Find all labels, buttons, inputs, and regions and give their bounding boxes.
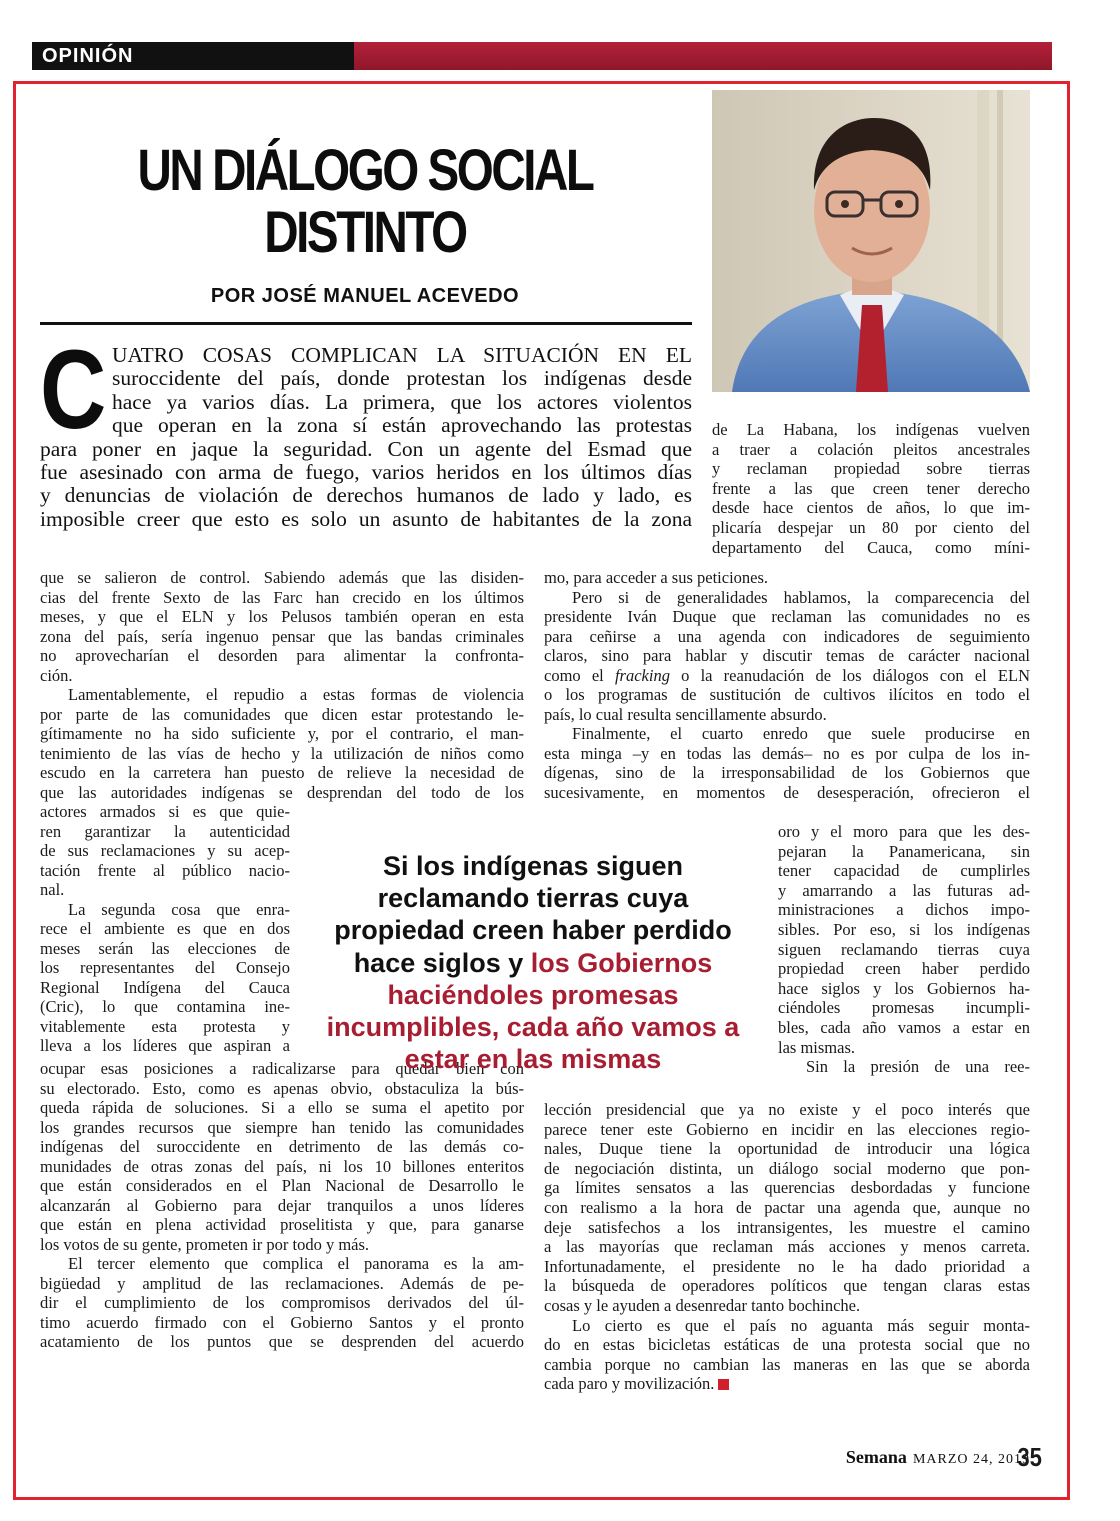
body-line: de La Habana, los indígenas vuelven (712, 420, 1030, 439)
body-line: para ceñirse a una agenda con indicadores de seguimiento (544, 626, 1030, 646)
body-line: o los programas de sustitución de cultivos ilícitos en todo el (544, 685, 1030, 704)
body-line: cada paro y movilización. (544, 1374, 1030, 1394)
body-line: (Cric), lo que contamina ine- (40, 997, 290, 1016)
byline: POR JOSÉ MANUEL ACEVEDO (210, 285, 520, 307)
body-line: ciéndoles promesas incumpli- (778, 998, 1030, 1018)
title-rule (40, 322, 692, 325)
body-line: oro y el moro para que les des- (778, 822, 1030, 841)
page-footer (846, 1447, 1030, 1468)
pull-quote-highlight: haciéndoles promesas (387, 979, 679, 1010)
article-title (99, 140, 632, 264)
body-line: do en estas bicicletas estáticas de una protesta social que no (544, 1335, 1030, 1355)
body-line: Lamentablemente, el repudio a estas formas de violencia (68, 685, 524, 704)
body-line: que están en plena actividad proselitista y que, para ganarse (40, 1215, 524, 1234)
author-photo (712, 90, 1030, 392)
body-line: lleva a los líderes que aspiran a (40, 1036, 290, 1055)
body-line: Lo cierto es que el país no aguanta más seguir monta- (572, 1315, 1030, 1335)
body-line: nal. (40, 880, 65, 899)
body-line: por parte de las comunidades que dicen estar protestando le- (40, 704, 524, 724)
lead-line: para poner en jaque la seguridad. Con un agente del Esmad que (40, 436, 692, 461)
body-line: dígenas, sino de la irresponsabilidad de los Gobiernos que (544, 763, 1030, 782)
body-line: dir el cumplimiento de los compromisos derivados del úl- (40, 1293, 524, 1312)
drop-cap: C (40, 327, 107, 452)
body-line: los votos de su gente, prometen ir por todo y más. (40, 1234, 370, 1254)
pull-quote-highlight: estar en las mismas (404, 1044, 662, 1075)
body-line: El tercer elemento que complica el panorama es la am- (68, 1254, 524, 1273)
body-line: tener capacidad de cumplirles (778, 861, 1030, 881)
body-line: gítimamente no ha sido suficiente y, por el contrario, el man- (40, 724, 524, 743)
body-line: como el fracking o la reanudación de los diálogos con el ELN (544, 665, 1030, 685)
body-line: con realismo a la hora de pactar una agenda que, aunque no (544, 1198, 1030, 1217)
body-line: actores armados si es que quie- (40, 802, 290, 821)
body-line: país, lo cual resulta sencillamente absurdo. (544, 704, 827, 724)
end-mark-icon (718, 1379, 729, 1390)
body-line: esta minga –y en todas las demás– no es por culpa de los in- (544, 743, 1030, 763)
body-line: escudo en la carretera han puesto de relieve la necesidad de (40, 763, 524, 782)
lead-line: imposible creer que esto es solo un asunto de habitantes de la zona (40, 506, 692, 531)
pull-quote-line: Si los indígenas siguen (382, 851, 684, 881)
body-line: a las mayorías que reclaman más acciones y menos carreta. (544, 1237, 1030, 1257)
body-line: ocupar esas posiciones a radicalizarse para quedar bien con (40, 1059, 524, 1078)
body-line: su electorado. Esto, como es apenas obvio, obstaculiza la bús- (40, 1078, 524, 1098)
body-line: meses, y que el ELN y los Pelusos también operan en esta (40, 607, 524, 626)
body-line: La segunda cosa que enra- (68, 899, 290, 919)
page-number: 35 (1017, 1442, 1042, 1472)
body-line: ren garantizar la autenticidad (40, 821, 290, 841)
body-line: y reclaman propiedad sobre tierras (712, 459, 1030, 479)
section-label: OPINIÓN (42, 45, 134, 67)
body-line: alcanzarán al Gobierno para dejar tranquilos a unos líderes (40, 1195, 524, 1215)
body-line: ción. (40, 665, 73, 685)
magazine-name: Semana (845, 1447, 907, 1467)
body-line: sucesivamente, en momentos de desesperación, ofrecieron el (544, 782, 1030, 802)
body-line: a traer a colación pleitos ancestrales (712, 439, 1030, 459)
pull-quote (318, 850, 748, 1075)
body-line: deje satisfechos a los intransigentes, les muestre el camino (544, 1217, 1030, 1237)
body-line: munidades de otras zonas del país, ni los 10 billones enteritos (40, 1156, 524, 1176)
body-line: Sin la presión de una ree- (806, 1057, 1030, 1077)
body-line: hace siglos y los Gobiernos ha- (778, 978, 1030, 998)
lead-line: fue asesinado con arma de fuego, varios heridos en los últimos días (40, 460, 692, 484)
body-line: rece el ambiente es que en dos (40, 919, 290, 938)
issue-date: MARZO 24, 2019 (912, 1452, 1030, 1467)
body-line: timo acuerdo firmado con el Gobierno Santos y el pronto (40, 1312, 524, 1332)
pull-quote-fragment: hace siglos y (353, 947, 531, 978)
body-line: indígenas del suroccidente en detrimento de las demás co- (40, 1137, 524, 1156)
body-line: departamento del Cauca, como míni- (712, 537, 1030, 557)
body-line: cosas y le ayuden a desenredar tanto bochinche. (544, 1296, 861, 1315)
lead-line: hace ya varios días. La primera, que los actores violentos (112, 389, 692, 414)
body-line: cias del frente Sexto de las Farc han crecido en los últimos (40, 587, 524, 607)
body-line: frente a las que creen tener derecho (712, 478, 1030, 498)
pull-quote-highlight: incumplibles, cada año vamos a (326, 1012, 740, 1043)
body-line: vitablemente esta protesta y (40, 1016, 290, 1036)
body-line: tenimiento de las vías de hecho y la utilización de niños como (40, 743, 524, 763)
body-line: Finalmente, el cuarto enredo que suele producirse en (572, 724, 1030, 743)
body-line: que están considerados en el Plan Nacional de Desarrollo le (40, 1176, 524, 1195)
body-line: sibles. Por eso, si los indígenas (778, 920, 1030, 939)
body-line: y amarrando a las futuras ad- (778, 880, 1030, 900)
pull-quote-line: propiedad creen haber perdido (334, 915, 732, 946)
lead-line: suroccidente del país, donde protestan los indígenas desde (112, 366, 692, 391)
body-line: de sus reclamaciones y su acep- (40, 841, 290, 860)
body-line: acatamiento de los puntos que se desprenden del acuerdo (40, 1332, 524, 1351)
title-line-1: UN DIÁLOGO SOCIAL (137, 138, 593, 203)
body-line: meses serán las elecciones de (40, 938, 290, 958)
body-line: siguen reclamando tierras cuya (778, 939, 1030, 959)
body-line: presidente Iván Duque que reclaman las comunidades no es (544, 607, 1030, 626)
body-line: que las autoridades indígenas se desprendan del todo de los (40, 782, 524, 802)
pull-quote-highlight: los Gobiernos (530, 947, 713, 978)
body-line: los representantes del Consejo (40, 958, 290, 977)
pull-quote-line: reclamando tierras cuya (377, 883, 689, 914)
title-line-2: DISTINTO (264, 200, 466, 265)
body-line: los grandes recursos que siempre han tenido las comunidades (40, 1117, 524, 1137)
body-line: queda rápida de soluciones. Si a ello se suma el apetito por (40, 1098, 524, 1117)
body-line: no aprovecharían el desorden para alimentar la confronta- (40, 646, 524, 665)
body-line: bles, cada año vamos a estar en (778, 1018, 1030, 1037)
body-line: ministraciones a dichos impo- (778, 900, 1030, 920)
emphasis: fracking (614, 665, 670, 685)
body-line: tación frente al público nacio- (40, 860, 290, 880)
body-line: propiedad creen haber perdido (778, 959, 1030, 979)
body-line: desde hace cientos de años, lo que im- (712, 498, 1030, 518)
body-line: zona del país, sería ingenuo pensar que las bandas criminales (40, 626, 524, 646)
body-line: la búsqueda de operadores políticos que tengan claras estas (544, 1276, 1030, 1296)
body-line: que se salieron de control. Sabiendo además que las disiden- (40, 568, 524, 587)
body-line: las mismas. (778, 1037, 855, 1057)
lead-line: UATRO COSAS COMPLICAN LA SITUACIÓN EN EL (112, 343, 692, 367)
body-line: de negociación distinta, un diálogo social moderno que pon- (544, 1158, 1030, 1178)
pull-quote-line (318, 947, 748, 979)
body-line: Infortunadamente, el presidente no le ha dado prioridad a (544, 1256, 1030, 1276)
body-line: cambia porque no cambian las maneras en las que se aborda (544, 1354, 1030, 1374)
body-line: lección presidencial que ya no existe y el poco interés que (544, 1100, 1030, 1119)
body-line: mo, para acceder a sus peticiones. (544, 568, 769, 587)
body-line: claros, sino para hablar y discutir temas de carácter nacional (544, 646, 1030, 665)
body-line: nales, Duque tiene la oportunidad de introducir una lógica (544, 1139, 1030, 1159)
body-line: pejaran la Panamericana, sin (778, 841, 1030, 861)
lead-line: y denuncias de violación de derechos humanos de lado y lado, es (40, 483, 692, 508)
body-line: parece tener este Gobierno en incidir en las elecciones regio- (544, 1119, 1030, 1139)
body-line: plicaría despejar un 80 por ciento del (712, 518, 1030, 537)
body-line: Regional Indígena del Cauca (40, 977, 290, 997)
lead-line: que operan en la zona sí están aprovechando las protestas (112, 413, 692, 438)
body-line: ga límites sensatos a las querencias desbordadas y funcione (544, 1178, 1030, 1198)
body-line: bigüedad y amplitud de las reclamaciones. Además de pe- (40, 1273, 524, 1293)
body-line: Pero si de generalidades hablamos, la comparecencia del (572, 587, 1030, 607)
